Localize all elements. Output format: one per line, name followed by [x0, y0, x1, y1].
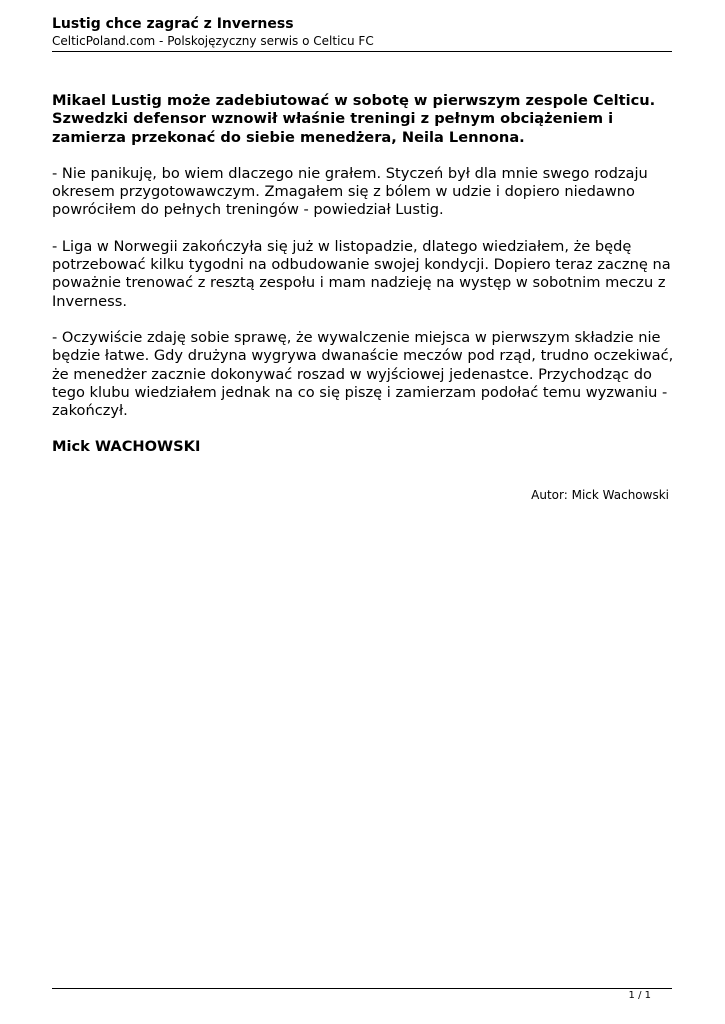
article-lead: Mikael Lustig może zadebiutować w sobotę w pierwszym zespole Celticu. Szwedzki defensor wznowił właśnie treningi z pełnym obciążeniem i zamierza przekonać do siebie menedżera, Neila Lennona.: [52, 92, 656, 146]
article-body: [52, 92, 677, 457]
header-divider: [52, 51, 672, 52]
page-title: Lustig chce zagrać z Inverness: [52, 16, 294, 32]
page-header: [52, 15, 672, 49]
site-subtitle: CelticPoland.com - Polskojęzyczny serwis o Celticu FC: [52, 34, 374, 48]
article-paragraph: - Oczywiście zdaję sobie sprawę, że wywalczenie miejsca w pierwszym składzie nie będzie łatwe. Gdy drużyna wygrywa dwanaście meczów pod rząd, trudno oczekiwać, że menedżer zacznie dokonywać roszad w wyjściowej jedenastce. Przychodząc do tego klubu wiedziałem jednak na co się piszę i zamierzam podołać temu wyzwaniu - zakończył.: [52, 328, 674, 420]
author-credit: Autor: Mick Wachowski: [531, 488, 669, 502]
footer-divider: [52, 988, 672, 989]
page-number: 1 / 1: [628, 990, 651, 1001]
article-paragraph: - Liga w Norwegii zakończyła się już w listopadzie, dlatego wiedziałem, że będę potrzebować kilku tygodni na odbudowanie swojej kondycji. Dopiero teraz zacznę na poważnie trenować z resztą zespołu i mam nadzieję na występ w sobotnim meczu z Inverness.: [52, 237, 671, 310]
article-paragraph: - Nie panikuję, bo wiem dlaczego nie grałem. Styczeń był dla mnie swego rodzaju okresem przygotowawczym. Zmagałem się z bólem w udzie i dopiero niedawno powróciłem do pełnych treningów - powiedział Lustig.: [52, 164, 648, 219]
article-signature: Mick WACHOWSKI: [52, 438, 201, 456]
